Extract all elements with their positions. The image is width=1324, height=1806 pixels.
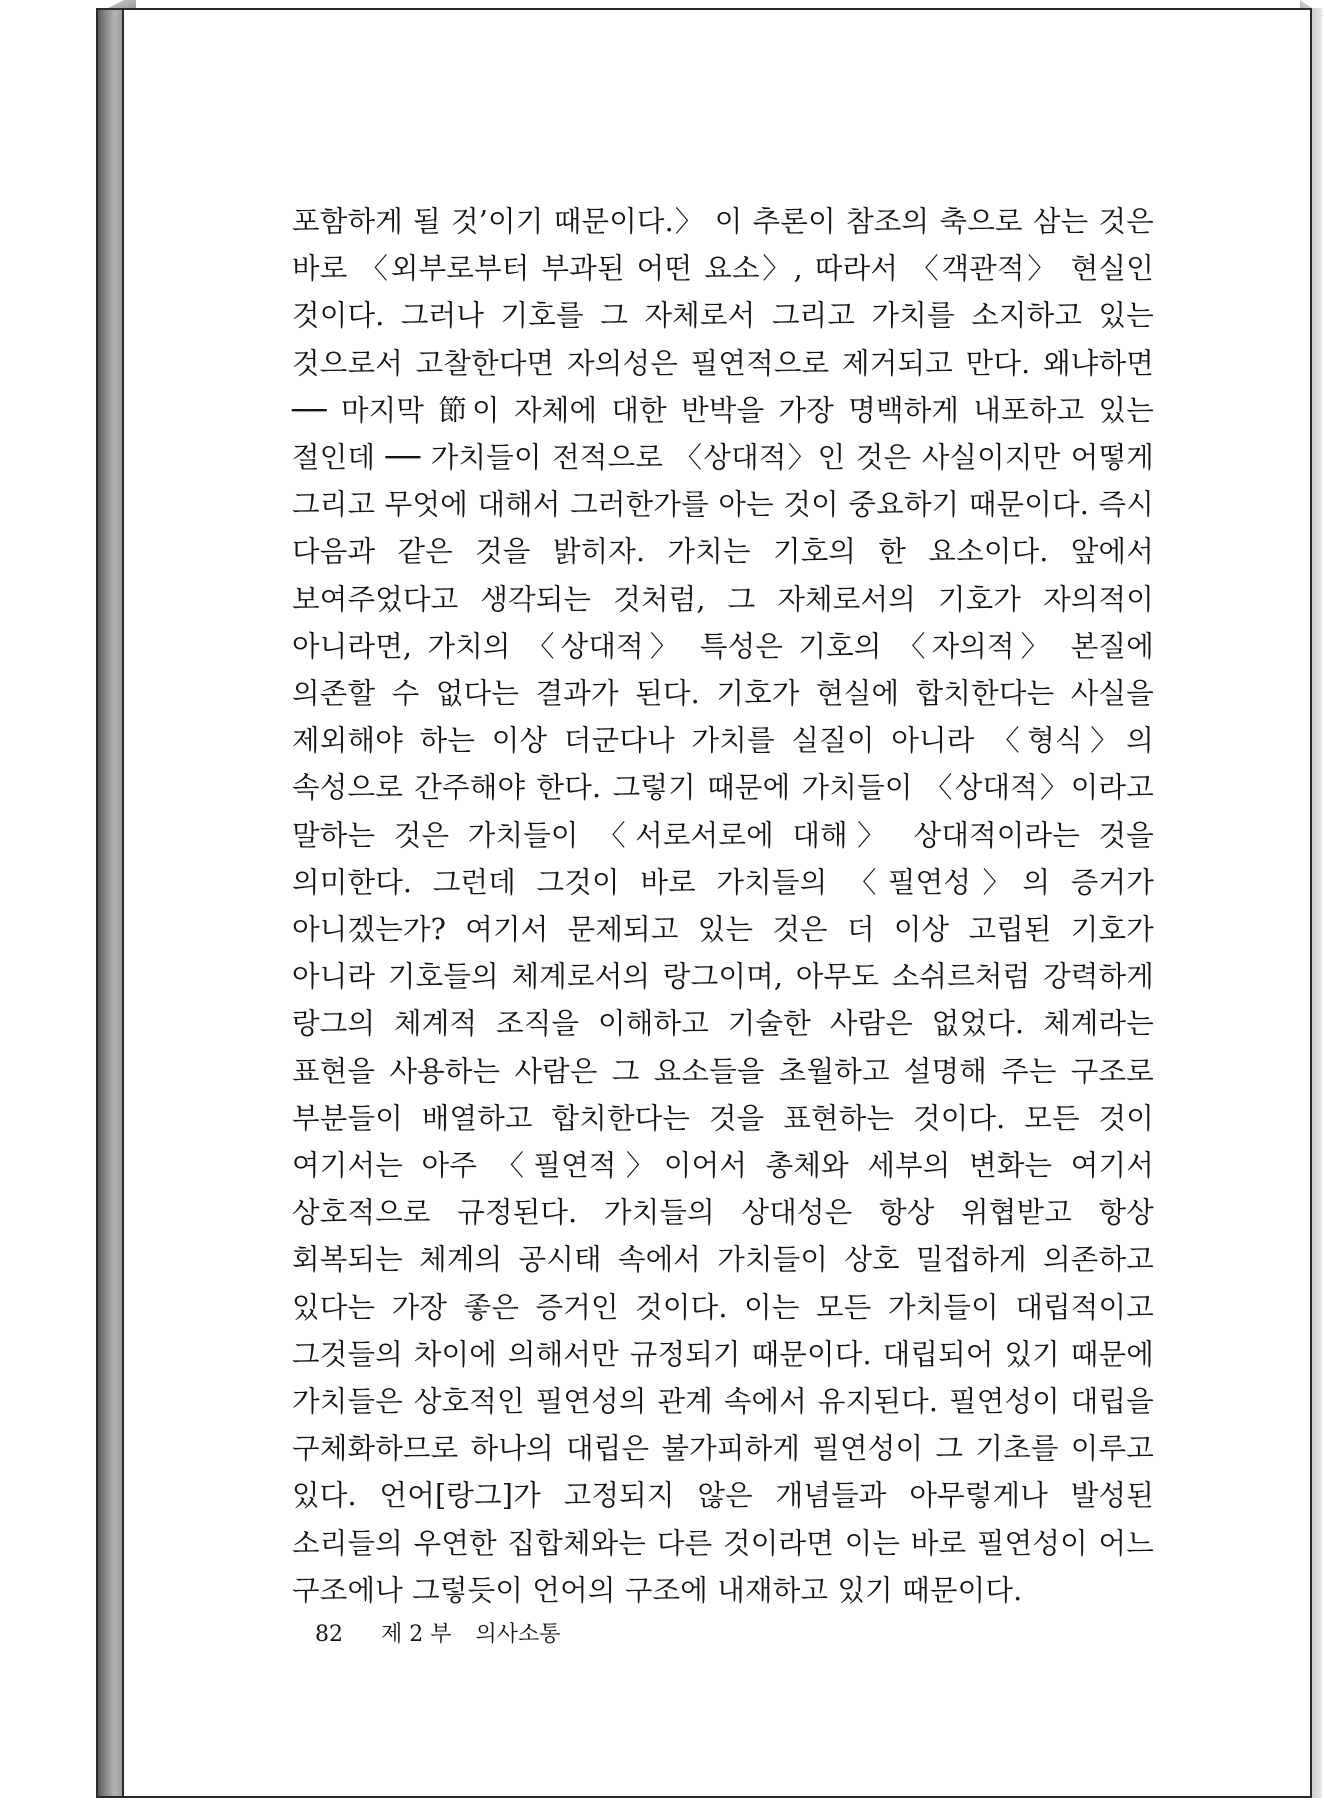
- book-spine: [96, 8, 122, 1798]
- page-number: 82: [315, 1622, 343, 1647]
- page-footer: [315, 1617, 561, 1648]
- running-head-section: 의사소통: [475, 1622, 561, 1647]
- running-head-part: 제 2 부: [381, 1622, 452, 1647]
- page-body-text: 포함하게 될 것’이기 때문이다.〉 이 추론이 참조의 축으로 삼는 것은 바로 〈외부로부터 부과된 어떤 요소〉, 따라서 〈객관적〉 현실인 것이다. 그러나 기호를 그 자체로서 그리고 가치를 소지하고 있는 것으로서 고찰한다면 자의성은 필연적으로 제거되고 만다. 왜냐하면 ── 마지막 節이 자체에 대한 반박을 가장 명백하게 내포하고 있는 절인데 ── 가치들이 전적으로 〈상대적〉인 것은 사실이지만 어떻게 그리고 무엇에 대해서 그러한가를 아는 것이 중요하기 때문이다. 즉시 다음과 같은 것을 밝히자. 가치는 기호의 한 요소이다. 앞에서 보여주었다고 생각되는 것처럼, 그 자체로서의 기호가 자의적이 아니라면, 가치의 〈상대적〉 특성은 기호의 〈자의적〉 본질에 의존할 수 없다는 결과가 된다. 기호가 현실에 합치한다는 사실을 제외해야 하는 이상 더군다나 가치를 실질이 아니라 〈형식〉의 속성으로 간주해야 한다. 그렇기 때문에 가치들이 〈상대적〉이라고 말하는 것은 가치들이 〈서로서로에 대해〉 상대적이라는 것을 의미한다. 그런데 그것이 바로 가치들의 〈필연성〉의 증거가 아니겠는가? 여기서 문제되고 있는 것은 더 이상 고립된 기호가 아니라 기호들의 체계로서의 랑그이며, 아무도 소쉬르처럼 강력하게 랑그의 체계적 조직을 이해하고 기술한 사람은 없었다. 체계라는 표현을 사용하는 사람은 그 요소들을 초월하고 설명해 주는 구조로 부분들이 배열하고 합치한다는 것을 표현하는 것이다. 모든 것이 여기서는 아주 〈필연적〉이어서 총체와 세부의 변화는 여기서 상호적으로 규정된다. 가치들의 상대성은 항상 위협받고 항상 회복되는 체계의 공시태 속에서 가치들이 상호 밀접하게 의존하고 있다는 가장 좋은 증거인 것이다. 이는 모든 가치들이 대립적이고 그것들의 차이에 의해서만 규정되기 때문이다. 대립되어 있기 때문에 가치들은 상호적인 필연성의 관계 속에서 유지된다. 필연성이 대립을 구체화하므로 하나의 대립은 불가피하게 필연성이 그 기초를 이루고 있다. 언어[랑그]가 고정되지 않은 개념들과 아무렇게나 발성된 소리들의 우연한 집합체와는 다른 것이라면 이는 바로 필연성이 어느 구조에나 그렇듯이 언어의 구조에 내재하고 있기 때문이다.: [292, 205, 1154, 1607]
